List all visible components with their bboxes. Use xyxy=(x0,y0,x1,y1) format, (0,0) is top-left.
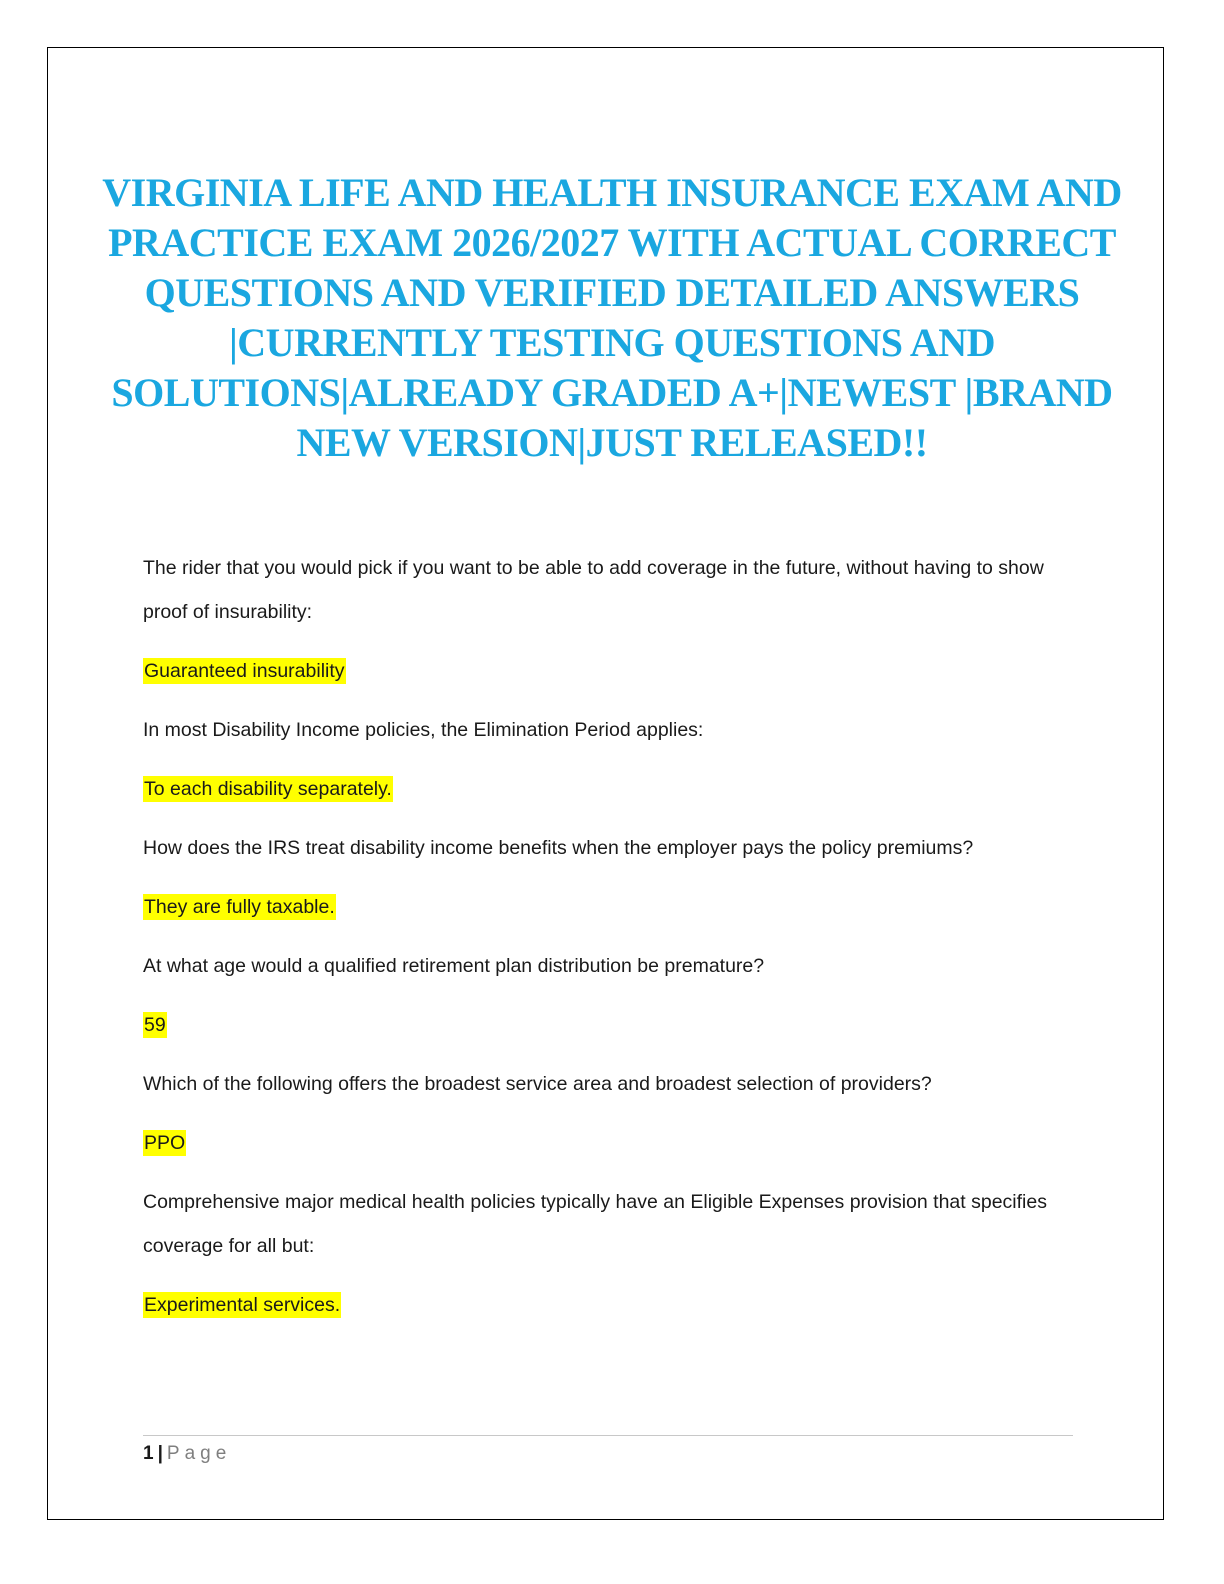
question-text: Comprehensive major medical health policies typically have an Eligible Expenses provision that specifies coverage for all but: xyxy=(143,1191,1047,1257)
answer-highlight: Guaranteed insurability xyxy=(144,660,345,682)
qa-item xyxy=(143,826,1073,929)
answer-text xyxy=(143,1283,1073,1327)
qa-list xyxy=(143,546,1073,1342)
page-footer xyxy=(143,1441,231,1467)
page-label: Page xyxy=(166,1443,232,1464)
question-text: The rider that you would pick if you want to be able to add coverage in the future, without having to show proof of insurability: xyxy=(143,557,1044,623)
answer-highlight: They are fully taxable. xyxy=(144,896,335,918)
page-separator: | xyxy=(157,1443,163,1464)
question-text: Which of the following offers the broadest service area and broadest selection of providers? xyxy=(143,1073,932,1095)
qa-item xyxy=(143,1062,1073,1165)
answer-text xyxy=(143,1003,1073,1047)
qa-item xyxy=(143,708,1073,811)
answer-text xyxy=(143,767,1073,811)
question-text: At what age would a qualified retirement plan distribution be premature? xyxy=(143,955,765,977)
question-text: In most Disability Income policies, the Elimination Period applies: xyxy=(143,719,704,741)
answer-highlight: PPO xyxy=(144,1132,186,1154)
question-text: How does the IRS treat disability income benefits when the employer pays the policy premiums? xyxy=(143,837,974,859)
answer-text xyxy=(143,649,1073,693)
answer-highlight: 59 xyxy=(144,1014,166,1036)
page-number: 1 xyxy=(143,1443,154,1464)
qa-item xyxy=(143,944,1073,1047)
answer-text xyxy=(143,885,1073,929)
footer-rule xyxy=(143,1435,1073,1436)
answer-highlight: To each disability separately. xyxy=(144,778,392,800)
qa-item xyxy=(143,1180,1073,1327)
document-title: VIRGINIA LIFE AND HEALTH INSURANCE EXAM AND PRACTICE EXAM 2026/2027 WITH ACTUAL CORRECT QUESTIONS AND VERIFIED DETAILED ANSWERS |CURRENTLY TESTING QUESTIONS AND SOLUTIONS|ALREADY GRADED A+|NEWEST |BRAND NEW VERSION|JUST RELEASED!! xyxy=(102,170,1122,465)
answer-highlight: Experimental services. xyxy=(144,1294,341,1316)
qa-item xyxy=(143,546,1073,693)
answer-text xyxy=(143,1121,1073,1165)
